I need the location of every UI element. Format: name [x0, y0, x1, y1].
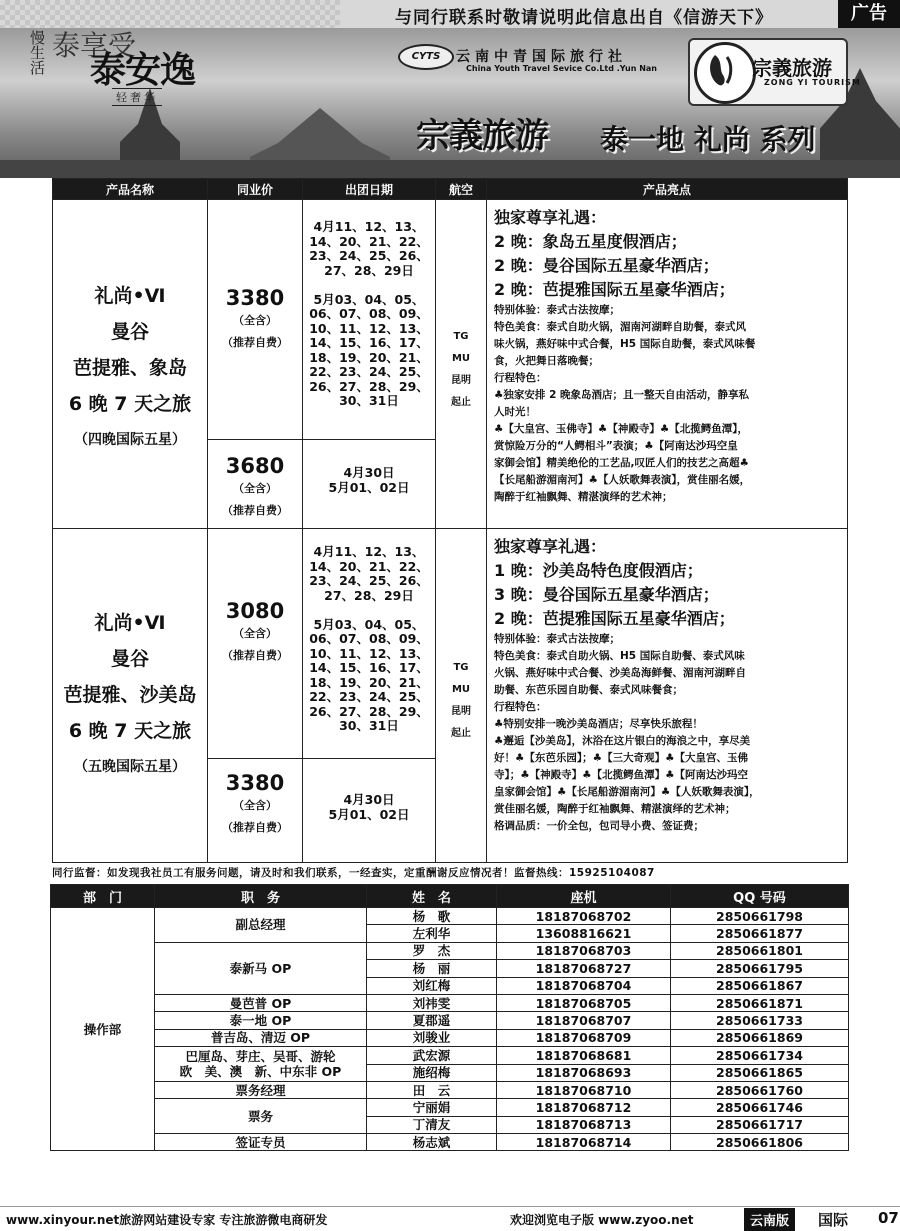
- airline-line: MU: [451, 684, 471, 695]
- qq-cell: 2850661795: [671, 960, 849, 977]
- price-cell: [207, 758, 303, 863]
- highlight-detail: 寺】；♣【神殿寺】♣【北揽鳄鱼潭】♣【阿南达沙玛空: [494, 769, 748, 781]
- phone-cell: 18187068709: [497, 1029, 671, 1046]
- footer-website-left: www.xinyour.net旅游网站建设专家 专注旅游微电商研发: [6, 1213, 328, 1227]
- footprint-logo-icon: [694, 42, 756, 104]
- series-brand: 宗義旅游: [416, 116, 548, 156]
- phone-cell: 18187068704: [497, 977, 671, 994]
- phone-cell: 18187068702: [497, 908, 671, 925]
- airline-line: TG: [453, 331, 469, 342]
- highlight-main: 2 晚：芭提雅国际五星豪华酒店；: [494, 280, 735, 299]
- date-line: 4月11、12、13、: [313, 544, 425, 559]
- date-line: 22、23、24、25、: [309, 689, 429, 704]
- highlight-detail: 食，火把舞日落晚餐；: [494, 355, 599, 367]
- date-line: 23、24、25、26、: [309, 573, 429, 588]
- role-cell: 副总经理: [155, 908, 367, 943]
- banner-base: [0, 160, 900, 178]
- airline-line: 昆明: [451, 706, 471, 717]
- qq-cell: 2850661869: [671, 1029, 849, 1046]
- date-line: [303, 278, 435, 293]
- date-line: 10、11、12、13、: [309, 645, 429, 661]
- highlight-detail: 赏惊险万分的“人鳄相斗”表演；♣【阿南达沙玛空皇: [494, 440, 738, 452]
- date-line: 06、07、08、09、: [309, 631, 429, 646]
- edition-tag: 云南版: [744, 1208, 795, 1231]
- date-line: 30、31日: [339, 393, 399, 408]
- highlight-detail: 皇家御会馆】♣【长尾船游湄南河】♣【人妖歌舞表演】，: [494, 786, 760, 798]
- agency-name: 云南中青国际旅行社: [456, 49, 627, 65]
- highlight-main: 独家尊享礼遇：: [494, 537, 607, 556]
- airline-cell: [435, 199, 487, 529]
- qq-cell: 2850661865: [671, 1064, 849, 1081]
- header-product-name: 产品名称: [52, 178, 208, 200]
- role-cell: 票务经理: [155, 1081, 367, 1098]
- price-cell: [207, 439, 303, 529]
- departure-dates-cell: [302, 758, 436, 863]
- highlight-detail: ♣特别安排一晚沙美岛酒店；尽享快乐旅程！: [494, 718, 703, 730]
- departure-dates-cell: [302, 439, 436, 529]
- date-line: 14、20、21、22、: [309, 558, 429, 574]
- qq-cell: 2850661734: [671, 1047, 849, 1064]
- price-value: 3080: [225, 599, 285, 623]
- table-row: [51, 994, 849, 1011]
- highlights-cell: [486, 199, 848, 529]
- price-note: （推荐自费）: [222, 821, 288, 834]
- department-cell: 操作部: [51, 908, 155, 1151]
- date-line: 10、11、12、13、: [309, 320, 429, 336]
- name-cell: 田 云: [367, 1081, 497, 1098]
- name-cell: 施绍梅: [367, 1064, 497, 1081]
- table-row: [51, 1012, 849, 1029]
- date-line: 5月03、04、05、: [313, 616, 425, 632]
- price-inclusive: （全含）: [233, 627, 277, 640]
- highlight-detail: 特色美食：泰式自助火锅，湄南河湖畔自助餐，泰式风: [494, 321, 746, 333]
- phone-cell: 18187068714: [497, 1134, 671, 1151]
- date-line: 14、15、16、17、: [309, 660, 429, 675]
- date-line: 4月30日: [343, 792, 395, 807]
- brand-logo-text: 泰安逸: [90, 49, 196, 91]
- name-cell: 杨 丽: [367, 960, 497, 977]
- highlight-main: 2 晚：曼谷国际五星豪华酒店；: [494, 256, 719, 275]
- qq-cell: 2850661798: [671, 908, 849, 925]
- date-line: 23、24、25、26、: [309, 248, 429, 263]
- name-cell: 丁清友: [367, 1116, 497, 1133]
- zongyi-name: 宗義旅游: [752, 56, 832, 80]
- header-highlights: 产品亮点: [486, 178, 848, 200]
- header-phone: 座机: [497, 885, 671, 908]
- product-city: 曼谷: [110, 648, 149, 670]
- highlight-detail: 味火锅，燕好味中式合餐，H5 国际自助餐，泰式风味餐: [494, 338, 756, 350]
- phone-cell: 18187068707: [497, 1012, 671, 1029]
- highlight-main: 2 晚：芭提雅国际五星豪华酒店；: [494, 609, 735, 628]
- date-line: 5月03、04、05、: [313, 291, 425, 307]
- section-label: 国际: [818, 1211, 849, 1229]
- name-cell: 武宏源: [367, 1047, 497, 1064]
- date-line: 06、07、08、09、: [309, 306, 429, 321]
- highlight-detail: 特色美食：泰式自助火锅、H5 国际自助餐、泰式风味: [494, 650, 745, 662]
- highlight-detail: ♣独家安排 2 晚象岛酒店；且一整天自由活动，静享私: [494, 389, 750, 401]
- qq-cell: 2850661871: [671, 994, 849, 1011]
- name-cell: 刘红梅: [367, 977, 497, 994]
- page-number: 07: [878, 1209, 899, 1227]
- date-line: 4月30日: [343, 465, 395, 480]
- table-row: [51, 1081, 849, 1098]
- price-inclusive: （全含）: [233, 314, 277, 327]
- highlight-detail: 人时光！: [494, 406, 536, 418]
- table-row: [51, 1099, 849, 1116]
- phone-cell: 13608816621: [497, 925, 671, 942]
- highlight-detail: 家御会馆】精美绝伦的工艺品,叹匠人们的技艺之高超♣: [494, 457, 749, 469]
- highlight-detail: 好！♣【东芭乐园】；♣【三大奇观】♣【大皇宫、玉佛: [494, 752, 748, 764]
- highlight-detail: ♣【大皇宫、玉佛寺】♣【神殿寺】♣【北揽鳄鱼潭】，: [494, 423, 748, 435]
- table-row: [51, 908, 849, 925]
- departure-dates-cell: [302, 199, 436, 440]
- date-line: 30、31日: [339, 718, 399, 733]
- highlight-detail: 格调品质：一价全包，包司导小费、签证费；: [494, 820, 704, 832]
- role-cell: 普吉岛、清迈 OP: [155, 1029, 367, 1046]
- price-cell: [207, 528, 303, 759]
- price-inclusive: （全含）: [233, 799, 277, 812]
- role-cell: 曼芭普 OP: [155, 994, 367, 1011]
- qq-cell: 2850661877: [671, 925, 849, 942]
- header-qq: QQ 号码: [671, 885, 849, 908]
- qq-cell: 2850661717: [671, 1116, 849, 1133]
- footer-website-mid: 欢迎浏览电子版 www.zyoo.net: [510, 1213, 694, 1227]
- highlight-detail: 赏佳丽名媛，陶醉于红袖飘舞、精湛演绎的艺术神；: [494, 803, 736, 815]
- price-cell: [207, 199, 303, 440]
- highlight-detail: ♣邂逅【沙美岛】，沐浴在这片银白的海浪之中，享尽美: [494, 735, 751, 747]
- highlight-detail: 陶醉于红袖飘舞、精湛演绎的艺术神；: [494, 491, 673, 503]
- phone-cell: 18187068712: [497, 1099, 671, 1116]
- product-destinations: 芭提雅、沙美岛: [63, 684, 197, 706]
- header-dates: 出团日期: [302, 178, 436, 200]
- airline-line: MU: [451, 353, 471, 364]
- header-airline: 航空: [435, 178, 487, 200]
- highlight-detail: 特别体验：泰式古法按摩；: [494, 304, 620, 316]
- highlight-detail: 火锅、燕好味中式合餐、沙美岛海鲜餐、湄南河湖畔自: [494, 667, 746, 679]
- product-code: 礼尚•Ⅵ: [94, 612, 166, 634]
- product-name-cell: [52, 528, 208, 863]
- date-line: 26、27、28、29、: [309, 703, 429, 719]
- price-note: （推荐自费）: [222, 504, 288, 517]
- date-line: 4月11、12、13、: [313, 219, 425, 234]
- date-line: 27、28、29日: [324, 262, 414, 278]
- price-inclusive: （全含）: [233, 482, 277, 495]
- airline-line: 昆明: [451, 375, 471, 386]
- product-destinations: 芭提雅、象岛: [72, 357, 187, 379]
- header-name: 姓 名: [367, 885, 497, 908]
- price-value: 3680: [225, 454, 285, 478]
- date-line: [303, 603, 435, 618]
- airline-cell: [435, 528, 487, 863]
- role-cell: 签证专员: [155, 1134, 367, 1151]
- product-hotel-level: （四晚国际五星）: [74, 432, 186, 448]
- product-code: 礼尚•Ⅵ: [94, 285, 166, 307]
- name-cell: 杨志斌: [367, 1134, 497, 1151]
- highlight-detail: 特别体验：泰式古法按摩；: [494, 633, 620, 645]
- header-role: 职 务: [155, 885, 367, 908]
- date-line: 26、27、28、29、: [309, 378, 429, 394]
- name-cell: 罗 杰: [367, 942, 497, 959]
- name-cell: 杨 歌: [367, 908, 497, 925]
- qq-cell: 2850661760: [671, 1081, 849, 1098]
- date-line: 5月01、02日: [328, 479, 410, 495]
- agency-logo-icon: CYTS: [398, 44, 454, 70]
- footprint-icon: [697, 45, 747, 95]
- contacts-table: [50, 884, 849, 1151]
- phone-cell: 18187068710: [497, 1081, 671, 1098]
- date-line: 18、19、20、21、: [309, 349, 429, 365]
- source-notice: 与同行联系时敬请说明此信息出自《信游天下》: [395, 8, 773, 28]
- highlight-main: 3 晚：曼谷国际五星豪华酒店；: [494, 585, 719, 604]
- airline-line: 起止: [451, 397, 471, 408]
- qq-cell: 2850661801: [671, 942, 849, 959]
- name-cell: 夏郡遥: [367, 1012, 497, 1029]
- agency-name-en: China Youth Travel Sevice Co.Ltd .Yun Nan: [466, 64, 657, 73]
- highlight-detail: 【长尾船游湄南河】♣【人妖歌舞表演】，赏佳丽名媛，: [494, 474, 751, 486]
- name-cell: 左利华: [367, 925, 497, 942]
- decorative-pattern: [0, 0, 340, 28]
- header-price: 同业价: [207, 178, 303, 200]
- table-row: [51, 1047, 849, 1064]
- ad-tag: 广告: [838, 0, 900, 28]
- price-value: 3380: [225, 286, 285, 310]
- highlight-main: 1 晚：沙美岛特色度假酒店；: [494, 561, 703, 580]
- highlight-detail: 行程特色：: [494, 701, 547, 713]
- date-line: 18、19、20、21、: [309, 674, 429, 690]
- airline-line: TG: [453, 662, 469, 673]
- highlight-main: 2 晚：象岛五星度假酒店；: [494, 232, 687, 251]
- date-line: 14、15、16、17、: [309, 335, 429, 350]
- name-cell: 刘骏业: [367, 1029, 497, 1046]
- table-row: [51, 1029, 849, 1046]
- product-hotel-level: （五晚国际五星）: [74, 759, 186, 775]
- phone-cell: 18187068703: [497, 942, 671, 959]
- product-city: 曼谷: [110, 321, 149, 343]
- price-note: （推荐自费）: [222, 336, 288, 349]
- qq-cell: 2850661746: [671, 1099, 849, 1116]
- departure-dates-cell: [302, 528, 436, 759]
- series-title: 泰一地 礼尚 系列: [600, 123, 816, 156]
- supervision-notice: 同行监督：如发现我社员工有服务问题，请及时和我们联系，一经查实，定重酬谢反应情况者！监督热线：15925104087: [52, 867, 655, 879]
- header-department: 部 门: [51, 885, 155, 908]
- phone-cell: 18187068705: [497, 994, 671, 1011]
- phone-cell: 18187068681: [497, 1047, 671, 1064]
- date-line: 5月01、02日: [328, 806, 410, 822]
- product-duration: 6 晚 7 天之旅: [68, 393, 192, 415]
- zongyi-name-en: ZONG YI TOURISM: [764, 78, 861, 87]
- highlight-detail: 行程特色：: [494, 372, 547, 384]
- role-cell: 泰新马 OP: [155, 942, 367, 994]
- product-duration: 6 晚 7 天之旅: [68, 720, 192, 742]
- phone-cell: 18187068727: [497, 960, 671, 977]
- table-row: [51, 942, 849, 959]
- slogan-small: 慢生活: [28, 30, 46, 75]
- phone-cell: 18187068713: [497, 1116, 671, 1133]
- name-cell: 刘祎雯: [367, 994, 497, 1011]
- qq-cell: 2850661806: [671, 1134, 849, 1151]
- contacts-header-row: [51, 885, 849, 908]
- highlight-main: 独家尊享礼遇：: [494, 208, 607, 227]
- name-cell: 宁丽娟: [367, 1099, 497, 1116]
- role-cell: 巴厘岛、芽庄、吴哥、游轮 欧 美、澳 新、中东非 OP: [155, 1047, 367, 1082]
- highlight-detail: 助餐、东芭乐园自助餐、泰式风味餐食；: [494, 684, 683, 696]
- slogan-thai: 泰享受: [52, 29, 137, 62]
- airline-line: 起止: [451, 728, 471, 739]
- price-value: 3380: [225, 771, 285, 795]
- product-name-cell: [52, 199, 208, 529]
- brand-subtitle: 轻奢华: [112, 88, 162, 106]
- date-line: 14、20、21、22、: [309, 233, 429, 249]
- qq-cell: 2850661867: [671, 977, 849, 994]
- qq-cell: 2850661733: [671, 1012, 849, 1029]
- date-line: 22、23、24、25、: [309, 364, 429, 379]
- role-cell: 票务: [155, 1099, 367, 1134]
- price-note: （推荐自费）: [222, 649, 288, 662]
- role-cell: 泰一地 OP: [155, 1012, 367, 1029]
- date-line: 27、28、29日: [324, 587, 414, 603]
- highlights-cell: [486, 528, 848, 863]
- phone-cell: 18187068693: [497, 1064, 671, 1081]
- table-row: [51, 1134, 849, 1151]
